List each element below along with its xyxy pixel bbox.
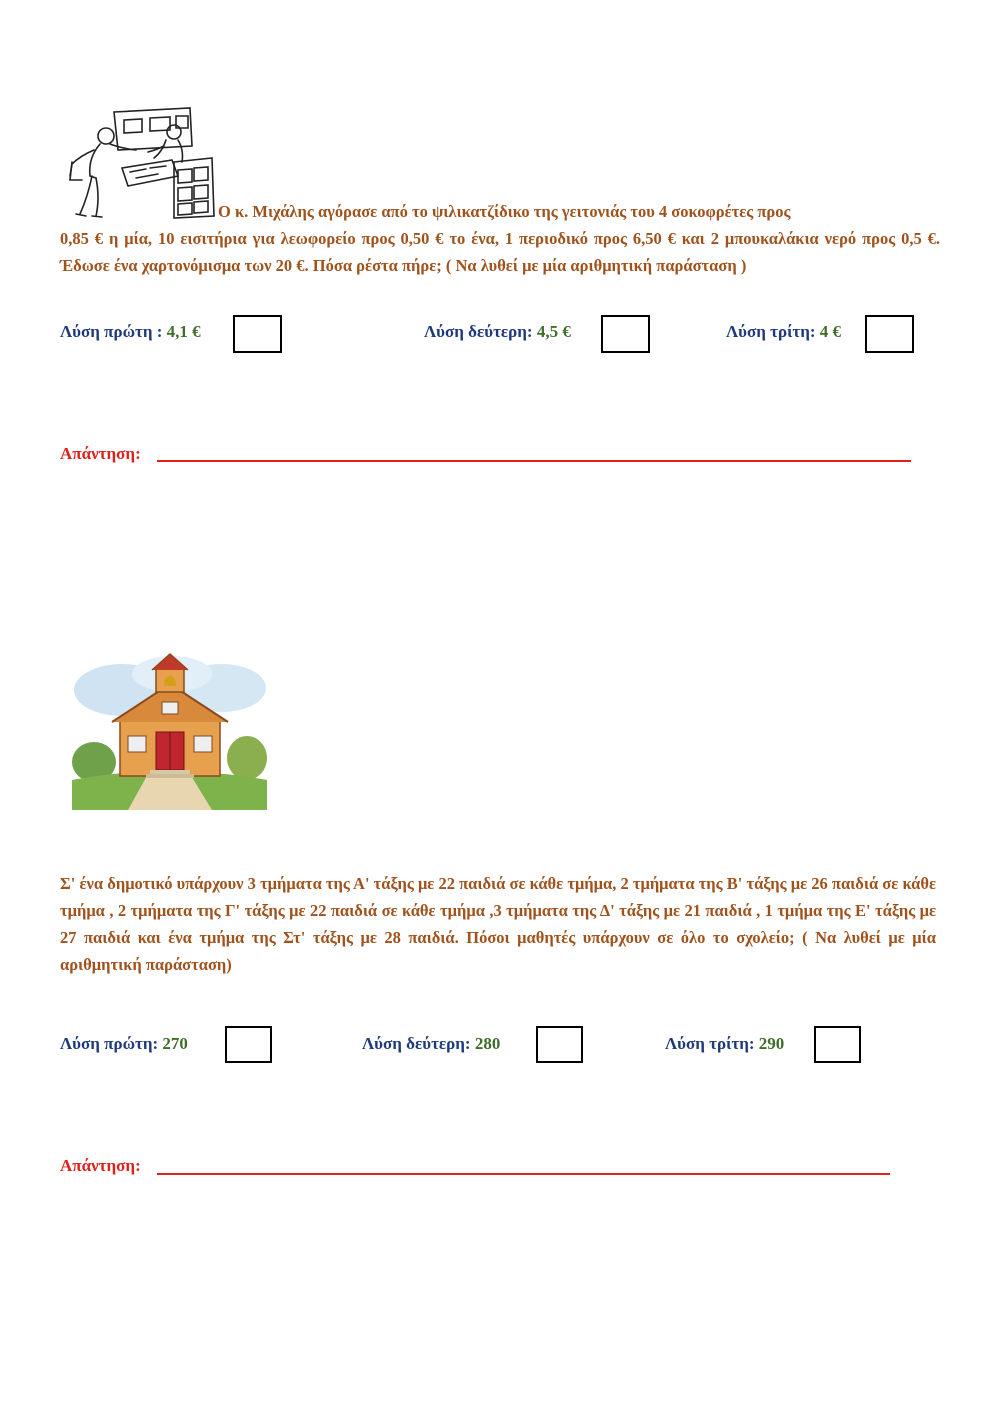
problem-2-text: Σ' ένα δημοτικό υπάρχουν 3 τμήματα της Α' τάξης με 22 παιδιά σε κάθε τμήμα, 2 τμήματα της Β' τάξης με 26 παιδιά σε κάθε τμήμα , 2 τμήματα της Γ' τάξης με 22 παιδιά σε κάθε τμήμα ,3 τμήματα της Δ' τάξης με 21 παιδιά , 1 τμήμα της Ε' τάξης με 27 παιδιά και ένα τμήμα της Στ' τάξης με 28 παιδιά. Πόσοι μαθητές υπάρχουν σε όλο το σχολείο; ( Να λυθεί με μία αριθμητική παράσταση) <box>60 874 936 974</box>
option-label: Λύση πρώτη : <box>60 322 167 341</box>
problem-1-text: 0,85 € η μία, 10 εισιτήρια για λεωφορείο προς 0,50 € το ένα, 1 περιοδικό προς 6,50 € και 2 μπουκαλάκια νερό προς 0,5 €. Έδωσε ένα χαρτονόμισμα των 20 €. Πόσα ρέστα πήρε; ( Να λυθεί με μία αριθμητική παράσταση ) <box>60 229 940 275</box>
option-label: Λύση πρώτη: <box>60 1034 163 1053</box>
option-value: 270 <box>162 1034 188 1053</box>
shop-clipart-image <box>66 106 218 220</box>
problem-1-first-line: Ο κ. Μιχάλης αγόρασε από το ψιλικατζίδικο της γειτονιάς του 4 σοκοφρέτες προς <box>218 202 791 221</box>
school-clipart-image <box>72 650 267 810</box>
option-value: 280 <box>474 1034 501 1053</box>
option-value: 4,1 € <box>166 322 201 341</box>
problem-2-option-1 <box>60 1034 188 1054</box>
problem-2-option-3-checkbox[interactable] <box>814 1026 861 1063</box>
option-label: Λύση δεύτερη: <box>362 1034 475 1053</box>
problem-1-answer-label: Απάντηση: <box>60 444 141 463</box>
problem-2-answer-line[interactable] <box>157 1173 890 1175</box>
problem-1-option-2 <box>424 322 571 342</box>
problem-1-option-3-checkbox[interactable] <box>865 315 914 353</box>
problem-2-option-3 <box>665 1034 784 1054</box>
option-label: Λύση δεύτερη: <box>424 322 537 341</box>
problem-2-answer-label: Απάντηση: <box>60 1156 141 1175</box>
problem-1-option-1-checkbox[interactable] <box>233 315 282 353</box>
option-value: 4,5 € <box>536 322 571 341</box>
option-label: Λύση τρίτη: <box>726 322 820 341</box>
option-value: 290 <box>758 1034 785 1053</box>
problem-1-answer-line[interactable] <box>157 460 911 462</box>
problem-2-option-2-checkbox[interactable] <box>536 1026 583 1063</box>
problem-1-option-2-checkbox[interactable] <box>601 315 650 353</box>
problem-2-option-2 <box>362 1034 500 1054</box>
option-value: 4 € <box>819 322 842 341</box>
problem-2-option-1-checkbox[interactable] <box>225 1026 272 1063</box>
problem-1-option-3 <box>726 322 841 342</box>
option-label: Λύση τρίτη: <box>665 1034 759 1053</box>
problem-1-option-1 <box>60 322 201 342</box>
